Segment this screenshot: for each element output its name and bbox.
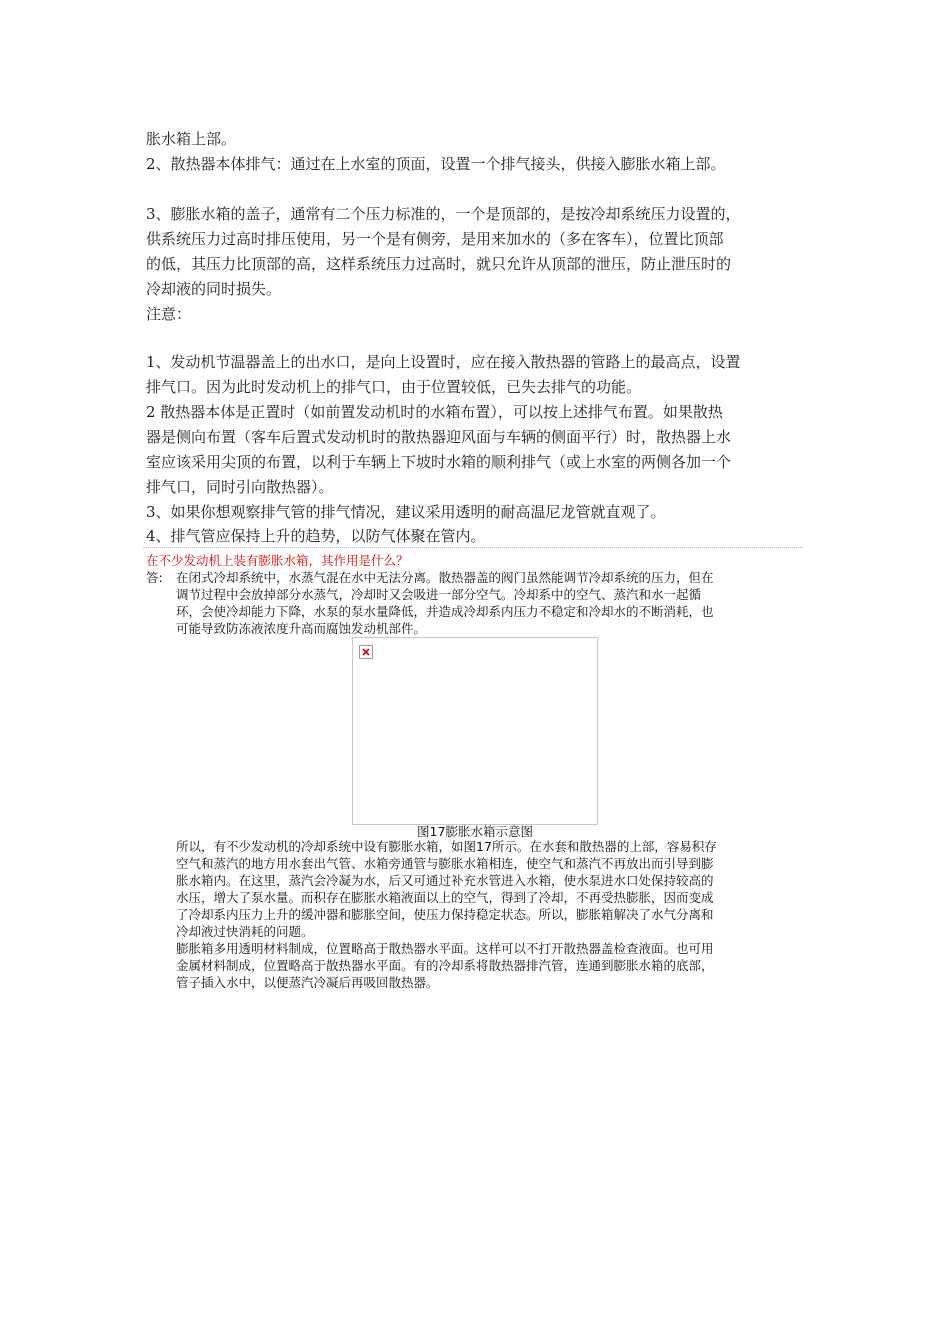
answer-prefix: 答:	[146, 570, 163, 585]
text-line: 3、如果你想观察排气管的排气情况，建议采用透明的耐高温尼龙管就直观了。	[146, 503, 666, 521]
question-heading: 在不少发动机上装有膨胀水箱，其作用是什么？	[146, 553, 409, 568]
text-line: 的低，其压力比顶部的高，这样系统压力过高时，就只允许从顶部的泄压，防止泄压时的	[146, 255, 732, 273]
answer-line: 水压，增大了泵水量。而积存在膨胀水箱液面以上的空气，得到了冷却，不再受热膨胀，因而变成	[176, 890, 714, 905]
text-line: 排气口，同时引向散热器）。	[146, 478, 334, 496]
answer-line: 在闭式冷却系统中，水蒸气混在水中无法分离。散热器盖的阀门虽然能调节冷却系统的压力，但在	[176, 570, 714, 585]
text-line: 室应该采用尖顶的布置，以利于车辆上下坡时水箱的顺利排气（或上水室的两侧各加一个	[146, 453, 732, 471]
text-line: 3、膨胀水箱的盖子，通常有二个压力标准的，一个是顶部的，是按冷却系统压力设置的，	[146, 205, 741, 223]
figure-caption: 图17膨胀水箱示意图	[417, 824, 533, 839]
answer-line: 胀水箱内。在这里，蒸汽会冷凝为水，后又可通过补充水管进入水箱，使水泵进水口处保持较高的	[176, 873, 714, 888]
text-line: 4、排气管应保持上升的趋势，以防气体聚在管内。	[146, 527, 486, 545]
text-line: 1、发动机节温器盖上的出水口，是向上设置时，应在接入散热器的管路上的最高点，设置	[146, 353, 741, 371]
answer-line: 冷却液过快消耗的问题。	[176, 924, 314, 939]
answer-line: 金属材料制成，位置略高于散热器水平面。有的冷却系将散热器排汽管，连通到膨胀水箱的底部，	[176, 958, 714, 973]
text-line: 2、散热器本体排气：通过在上水室的顶面，设置一个排气接头，供接入膨胀水箱上部。	[146, 155, 726, 173]
answer-line: 了冷却系内压力上升的缓冲器和膨胀空间，使压力保持稳定状态。所以，膨胀箱解决了水气分离和	[176, 907, 714, 922]
figure-17-image-placeholder	[352, 637, 598, 825]
answer-line: 膨胀箱多用透明材料制成，位置略高于散热器水平面。这样可以不打开散热器盖检查液面。也可用	[176, 941, 714, 956]
section-divider	[143, 547, 803, 548]
answer-line: 可能导致防冻液浓度升高而腐蚀发动机部件。	[176, 621, 427, 636]
text-line: 排气口。因为此时发动机上的排气口，由于位置较低，已失去排气的功能。	[146, 378, 642, 396]
text-line: 2 散热器本体是正置时（如前置发动机时的水箱布置），可以按上述排气布置。如果散热	[146, 403, 723, 421]
broken-image-icon	[359, 645, 373, 659]
answer-line: 环，会使冷却能力下降，水泵的泵水量降低，并造成冷却系内压力不稳定和冷却水的不断消耗，也	[176, 604, 714, 619]
text-line: 供系统压力过高时排压使用，另一个是有侧旁，是用来加水的（多在客车），位置比顶部	[146, 230, 724, 248]
answer-line: 调节过程中会放掉部分水蒸气，冷却时又会吸进一部分空气。冷却系中的空气、蒸汽和水一起循	[176, 587, 702, 602]
text-line: 注意：	[146, 305, 192, 323]
text-line: 器是侧向布置（客车后置式发动机时的散热器迎风面与车辆的侧面平行）时，散热器上水	[146, 428, 732, 446]
text-line: 冷却液的同时损失。	[146, 280, 282, 298]
answer-line: 空气和蒸汽的地方用水套出气管、水箱旁通管与膨胀水箱相连，使空气和蒸汽不再放出而引导到膨	[176, 856, 714, 871]
answer-line: 所以，有不少发动机的冷却系统中设有膨胀水箱，如图17所示。在水套和散热器的上部，容易积存	[176, 839, 717, 854]
answer-line: 管子插入水中，以便蒸汽冷凝后再吸回散热器。	[176, 975, 439, 990]
text-line: 胀水箱上部。	[146, 130, 237, 148]
